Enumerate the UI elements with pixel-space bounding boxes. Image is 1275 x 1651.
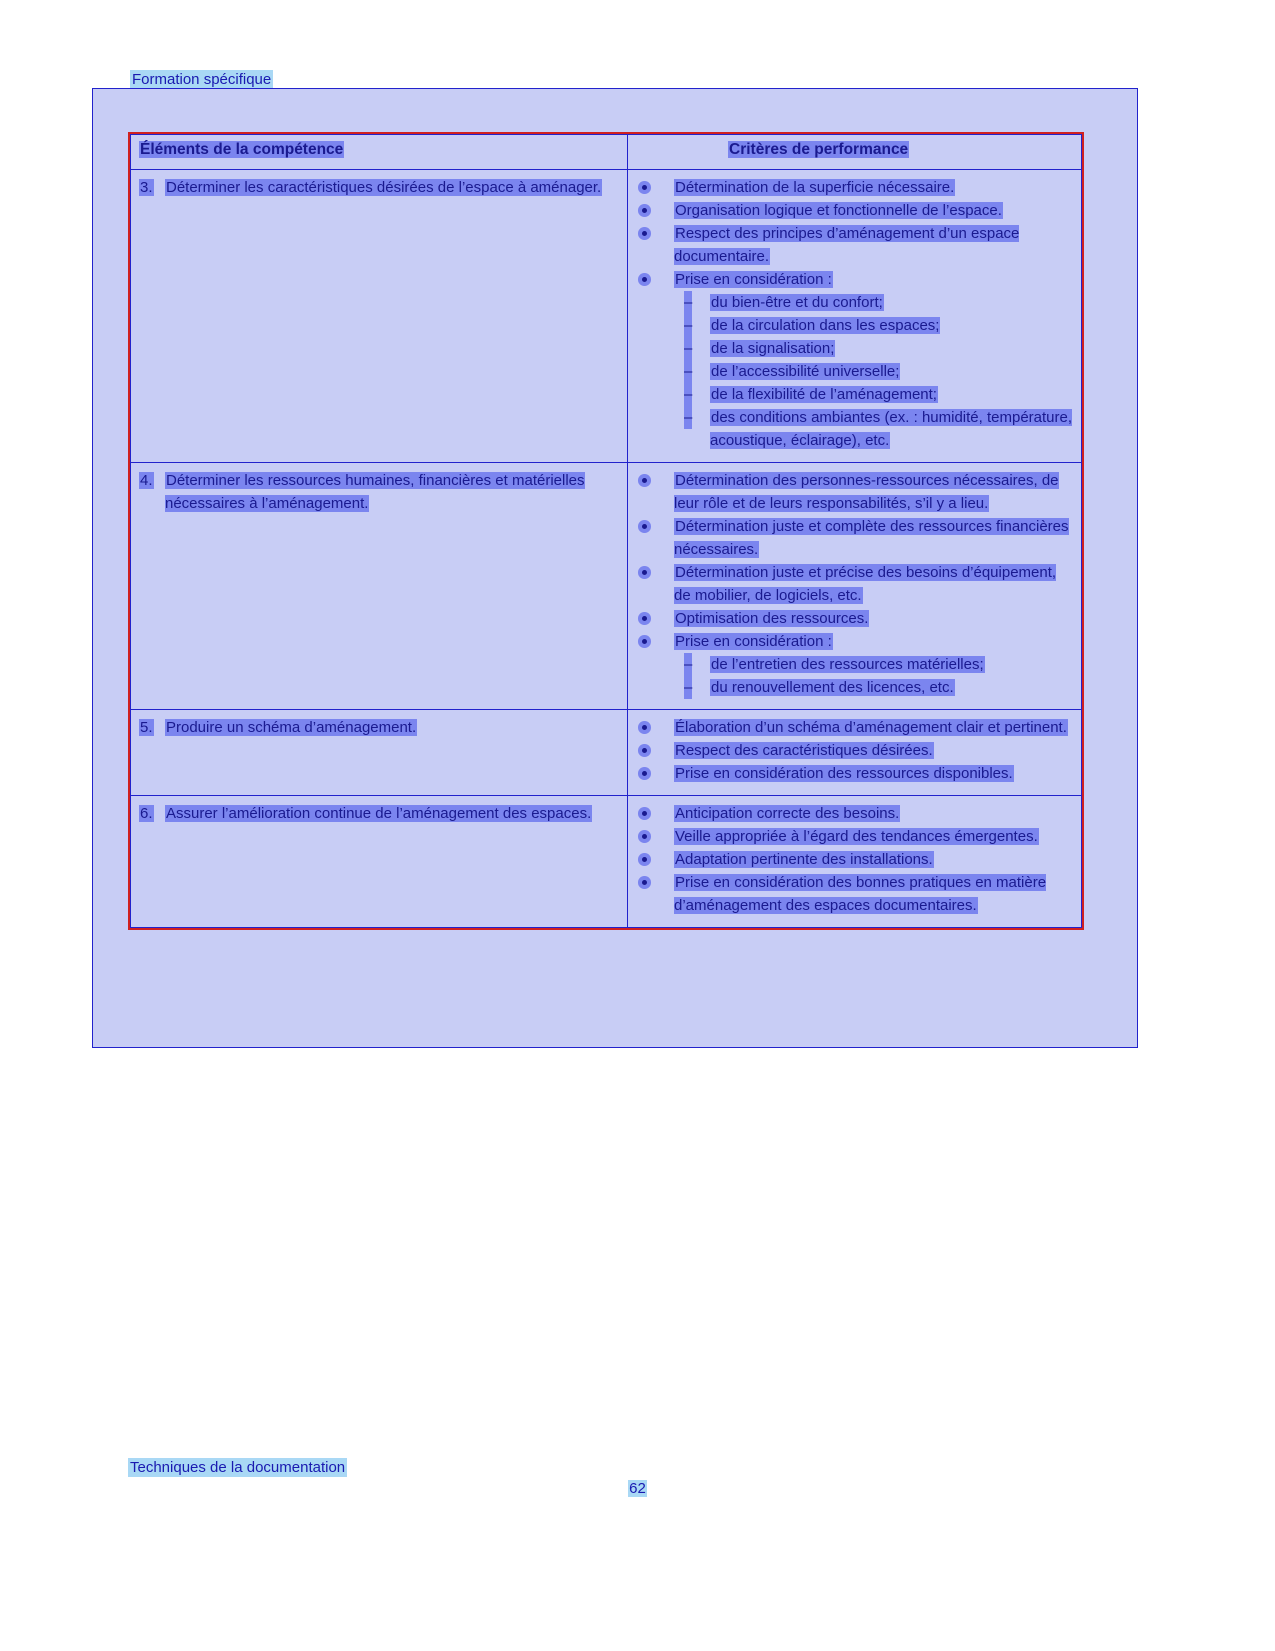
criteria-subitem: – de l’accessibilité universelle; (674, 360, 1073, 383)
column-header-elements (131, 135, 628, 170)
criteria-subitem: – du bien-être et du confort; (674, 291, 1073, 314)
criteria-item: Prise en considération : – du bien-être et du confort; – de la circulation dans les espaces; – de la signalisation; – de l’accessibilité universelle; – de la flexibilité de l’aménagement; – des conditions ambiantes (ex. : humidité, température, acoustique, éclairage), etc. (636, 268, 1073, 452)
competency-table-container (128, 132, 1084, 930)
page-header: Formation spécifique (132, 71, 272, 88)
element-text: Déterminer les ressources humaines, financières et matérielles nécessaires à l’aménagement. (165, 472, 585, 512)
criteria-subitem: – du renouvellement des licences, etc. (674, 676, 1073, 699)
criteria-item: Détermination des personnes-ressources nécessaires, de leur rôle et de leurs responsabilités, s’il y a lieu. (636, 469, 1073, 515)
criteria-subitem: – des conditions ambiantes (ex. : humidité, température, acoustique, éclairage), etc. (674, 406, 1073, 452)
table-row (131, 796, 1082, 928)
competency-table (130, 134, 1082, 928)
column-header-criteria (628, 135, 1082, 170)
element-text: Déterminer les caractéristiques désirées de l’espace à aménager. (166, 179, 602, 196)
criteria-sublist (674, 653, 1073, 699)
criteria-subitem: – de la flexibilité de l’aménagement; (674, 383, 1073, 406)
criteria-item: Prise en considération des bonnes pratiques en matière d’aménagement des espaces documentaires. (636, 871, 1073, 917)
table-row (131, 170, 1082, 463)
criteria-item: Détermination juste et complète des ressources financières nécessaires. (636, 515, 1073, 561)
criteria-item: Élaboration d’un schéma d’aménagement clair et pertinent. (636, 716, 1073, 739)
element-cell (131, 170, 628, 463)
criteria-list (636, 176, 1073, 452)
table-row (131, 710, 1082, 796)
criteria-subitem: – de la circulation dans les espaces; (674, 314, 1073, 337)
element-text: Produire un schéma d’aménagement. (166, 719, 417, 736)
element-number: 3. (140, 179, 153, 196)
table-body (131, 170, 1082, 928)
column-header-criteria-label: Critères de performance (729, 141, 909, 158)
criteria-item: Respect des caractéristiques désirées. (636, 739, 1073, 762)
criteria-item: Anticipation correcte des besoins. (636, 802, 1073, 825)
page-number-value: 62 (629, 1480, 646, 1497)
page-number (0, 1480, 1275, 1497)
table-header-row (131, 135, 1082, 170)
criteria-cell (628, 796, 1082, 928)
criteria-list (636, 802, 1073, 917)
criteria-subitem: – de la signalisation; (674, 337, 1073, 360)
page-footer: Techniques de la documentation (130, 1459, 346, 1476)
criteria-item: Détermination juste et précise des besoins d’équipement, de mobilier, de logiciels, etc. (636, 561, 1073, 607)
element-cell (131, 796, 628, 928)
criteria-cell (628, 170, 1082, 463)
criteria-item: Détermination de la superficie nécessaire. (636, 176, 1073, 199)
criteria-item: Organisation logique et fonctionnelle de l’espace. (636, 199, 1073, 222)
criteria-item: Prise en considération des ressources disponibles. (636, 762, 1073, 785)
element-cell (131, 710, 628, 796)
criteria-cell (628, 463, 1082, 710)
criteria-item: Respect des principes d’aménagement d’un espace documentaire. (636, 222, 1073, 268)
criteria-list (636, 469, 1073, 699)
element-number: 5. (140, 719, 153, 736)
criteria-list (636, 716, 1073, 785)
criteria-sublist (674, 291, 1073, 452)
criteria-item: Optimisation des ressources. (636, 607, 1073, 630)
table-head (131, 135, 1082, 170)
criteria-subitem: – de l’entretien des ressources matérielles; (674, 653, 1073, 676)
element-cell (131, 463, 628, 710)
criteria-item: Adaptation pertinente des installations. (636, 848, 1073, 871)
column-header-elements-label: Éléments de la compétence (140, 141, 344, 158)
criteria-item: Prise en considération : – de l’entretien des ressources matérielles; – du renouvellement des licences, etc. (636, 630, 1073, 699)
element-text: Assurer l’amélioration continue de l’aménagement des espaces. (166, 805, 592, 822)
criteria-cell (628, 710, 1082, 796)
table-row (131, 463, 1082, 710)
element-number: 6. (140, 805, 153, 822)
criteria-item: Veille appropriée à l’égard des tendances émergentes. (636, 825, 1073, 848)
element-number: 4. (140, 472, 153, 489)
